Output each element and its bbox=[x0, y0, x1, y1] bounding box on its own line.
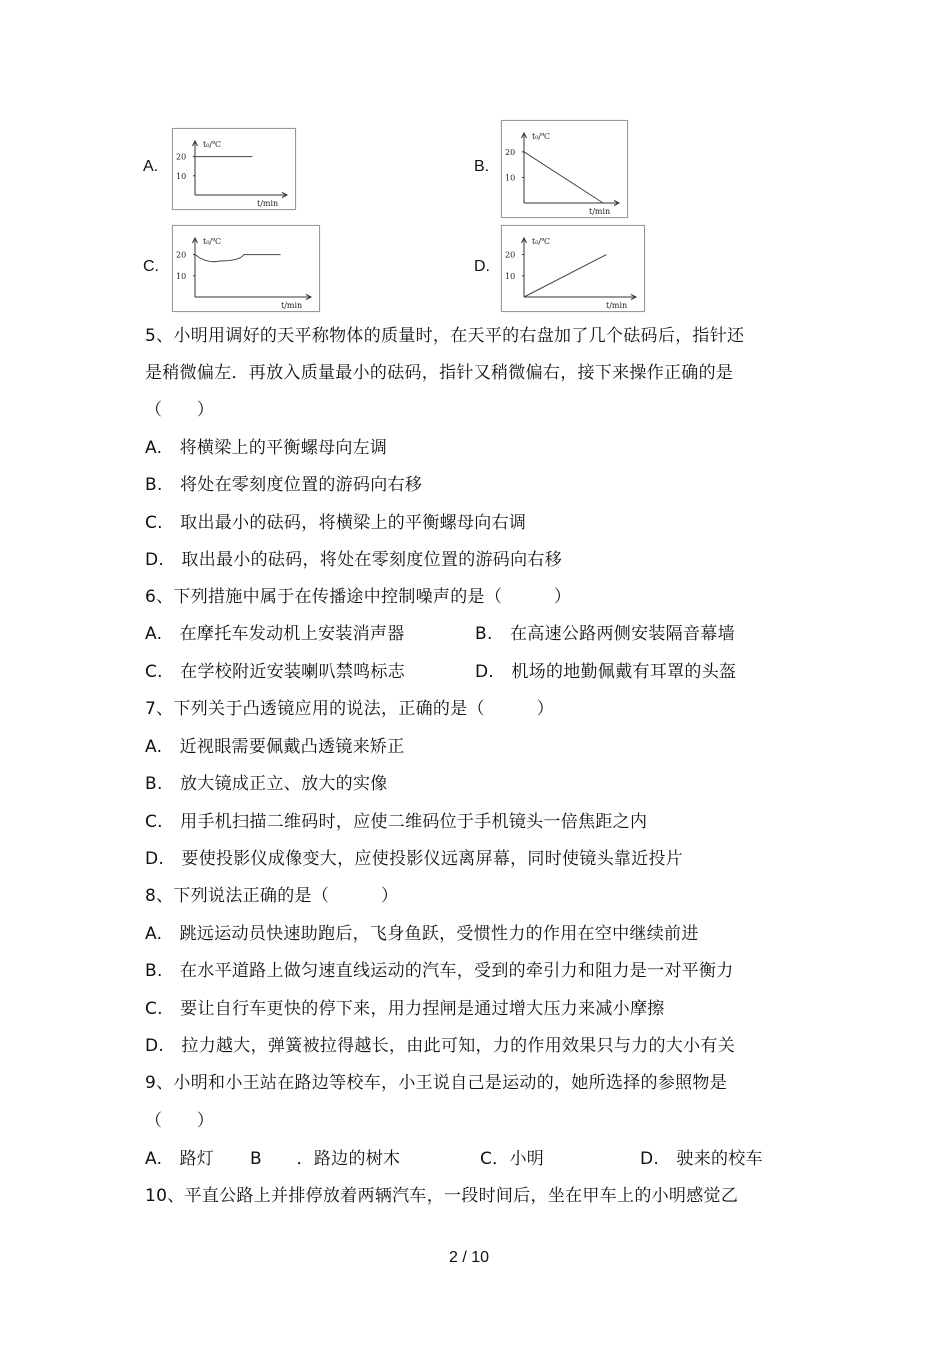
q5-paren: （ ） bbox=[145, 400, 215, 420]
x-axis-label: t/min bbox=[606, 301, 628, 310]
option-letter-a: A. bbox=[143, 158, 159, 175]
q6-option-d: D. 机场的地勤佩戴有耳罩的头盔 bbox=[475, 662, 737, 682]
option-letter-c: C. bbox=[143, 258, 159, 275]
q9-option-d: D. 驶来的校车 bbox=[640, 1149, 763, 1169]
data-line bbox=[524, 255, 606, 297]
q5-stem-line2: 是稍微偏左．再放入质量最小的砝码，指针又稍微偏右，接下来操作正确的是 bbox=[145, 363, 734, 383]
y-tick-label: 10 bbox=[505, 271, 516, 281]
y-tick-label: 20 bbox=[176, 250, 187, 260]
q7-option-c: C. 用手机扫描二维码时，应使二维码位于手机镜头一倍焦距之内 bbox=[145, 812, 648, 832]
q7-option-a: A. 近视眼需要佩戴凸透镜来矫正 bbox=[145, 737, 405, 757]
y-axis-label: t₀/℃ bbox=[203, 140, 222, 149]
q9-option-b: B ．路边的树木 bbox=[250, 1149, 401, 1169]
q7-option-d: D. 要使投影仪成像变大，应使投影仪远离屏幕，同时使镜头靠近投片 bbox=[145, 849, 684, 869]
y-tick-label: 10 bbox=[505, 173, 516, 183]
y-tick-label: 10 bbox=[176, 271, 187, 281]
option-letter-b: B. bbox=[474, 158, 490, 175]
q6-option-c: C. 在学校附近安装喇叭禁鸣标志 bbox=[145, 662, 406, 682]
q8-option-b: B. 在水平道路上做匀速直线运动的汽车，受到的牵引力和阻力是一对平衡力 bbox=[145, 961, 734, 981]
data-line bbox=[524, 152, 603, 203]
q5-stem-line1: 5、小明用调好的天平称物体的质量时，在天平的右盘加了几个砝码后，指针还 bbox=[145, 326, 745, 346]
q6-option-a: A. 在摩托车发动机上安装消声器 bbox=[145, 624, 405, 644]
graph-svg bbox=[173, 129, 295, 209]
x-axis-label: t/min bbox=[589, 207, 611, 216]
q6-stem: 6、下列措施中属于在传播途中控制噪声的是（ ） bbox=[145, 587, 572, 607]
graph-c bbox=[172, 225, 320, 312]
q6-option-b: B. 在高速公路两侧安装隔音幕墙 bbox=[475, 624, 735, 644]
q9-paren: （ ） bbox=[145, 1111, 215, 1131]
q9-option-a: A. 路灯 bbox=[145, 1149, 215, 1169]
q8-option-c: C. 要让自行车更快的停下来，用力捏闸是通过增大压力来减小摩擦 bbox=[145, 999, 665, 1019]
y-tick-label: 20 bbox=[505, 250, 516, 260]
q7-option-b: B. 放大镜成正立、放大的实像 bbox=[145, 774, 388, 794]
q5-option-c: C. 取出最小的砝码，将横梁上的平衡螺母向右调 bbox=[145, 513, 527, 533]
y-tick-label: 20 bbox=[505, 147, 516, 157]
x-axis-label: t/min bbox=[257, 199, 279, 208]
q5-option-b: B. 将处在零刻度位置的游码向右移 bbox=[145, 475, 423, 495]
q5-option-a: A. 将横梁上的平衡螺母向左调 bbox=[145, 438, 388, 458]
q5-option-d: D. 取出最小的砝码，将处在零刻度位置的游码向右移 bbox=[145, 550, 562, 570]
graph-svg bbox=[502, 226, 644, 311]
x-axis-label: t/min bbox=[281, 301, 303, 310]
y-axis-label: t₀/℃ bbox=[532, 237, 551, 246]
q9-stem: 9、小明和小王站在路边等校车，小王说自己是运动的，她所选择的参照物是 bbox=[145, 1073, 728, 1093]
data-curve bbox=[195, 255, 281, 262]
y-axis-label: t₀/℃ bbox=[532, 132, 551, 141]
option-letter-d: D. bbox=[474, 258, 490, 275]
q9-option-c: C．小明 bbox=[480, 1149, 545, 1169]
q7-stem: 7、下列关于凸透镜应用的说法，正确的是（ ） bbox=[145, 699, 555, 719]
graph-b bbox=[501, 120, 628, 218]
graph-svg bbox=[173, 226, 319, 311]
q8-option-d: D. 拉力越大，弹簧被拉得越长，由此可知，力的作用效果只与力的大小有关 bbox=[145, 1036, 735, 1056]
page-number: 2 / 10 bbox=[449, 1249, 490, 1266]
q10-stem: 10、平直公路上并排停放着两辆汽车，一段时间后，坐在甲车上的小明感觉乙 bbox=[145, 1186, 739, 1206]
graph-svg bbox=[502, 121, 627, 217]
y-tick-label: 10 bbox=[176, 171, 187, 181]
y-axis-label: t₀/℃ bbox=[203, 237, 222, 246]
q8-stem: 8、下列说法正确的是（ ） bbox=[145, 886, 399, 906]
graph-d bbox=[501, 225, 645, 312]
q8-option-a: A. 跳远运动员快速助跑后，飞身鱼跃，受惯性力的作用在空中继续前进 bbox=[145, 924, 699, 944]
y-tick-label: 20 bbox=[176, 152, 187, 162]
graph-a bbox=[172, 128, 296, 210]
